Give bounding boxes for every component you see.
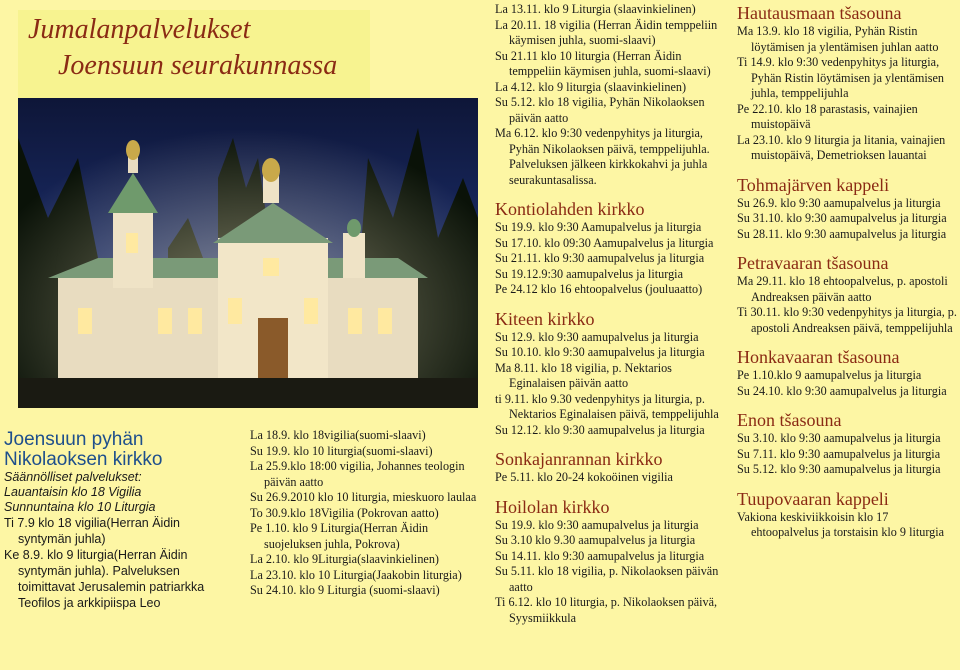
list-item: Pe 1.10. klo 9 Liturgia(Herran Äidin suojeluksen juhla, Pokrova) (250, 521, 429, 551)
list-item: Su 21.11. klo 9:30 aamupalvelus ja liturgia (495, 251, 705, 265)
list-item: Su 10.10. klo 9:30 aamupalvelus ja liturgia (495, 345, 705, 359)
section-title-petravaara: Petravaaran tšasouna (737, 253, 889, 273)
list-item: Su 5.12. klo 18 vigilia, Pyhän Nikolaoksen päivän aatto (495, 95, 705, 125)
list-item: Su 12.9. klo 9:30 aamupalvelus ja liturgia (495, 329, 699, 344)
schedule-column-4 (737, 2, 957, 541)
section-title-eno: Enon tšasouna (737, 410, 842, 430)
section-title-sonkajanranta: Sonkajanrannan kirkko (495, 449, 663, 469)
list-item: Ma 13.9. klo 18 vigilia, Pyhän Ristin löytämisen ja ylentämisen juhlan aatto (737, 24, 939, 54)
list-item: Su 21.11 klo 10 liturgia (Herran Äidin temppeliin käymisen juhla, suomi-slaavi) (495, 48, 711, 78)
list-item: Ma 6.12. klo 9:30 vedenpyhitys ja liturgia, Pyhän Nikolaoksen päivä, temppelijuhla. Palveluksen jälkeen kirkkokahvi ja juhla seurakuntasalissa. (495, 126, 710, 187)
list-item: Su 24.10. klo 9 Liturgia (suomi-slaavi) (250, 583, 440, 597)
church-name-line2: Nikolaoksen kirkko (4, 449, 163, 470)
list-item: Su 26.9. klo 9:30 aamupalvelus ja liturgia (737, 195, 941, 210)
schedule-column-2 (250, 428, 480, 599)
page-subtitle: Joensuun seurakunnassa (58, 50, 338, 81)
list-item: Pe 5.11. klo 20-24 kokoöinen vigilia (495, 470, 673, 484)
regular-services-sun: Sunnuntaina klo 10 Liturgia (4, 500, 156, 514)
list-item: Su 24.10. klo 9:30 aamupalvelus ja liturgia (737, 383, 947, 398)
list-item: Su 19.9. klo 9:30 Aamupalvelus ja liturgia (495, 220, 702, 234)
list-item: Ti 14.9. klo 9:30 vedenpyhitys ja liturgia, Pyhän Ristin löytämisen ja ylentämisen juhla, temppelijuhla (737, 55, 944, 100)
list-item: Ma 8.11. klo 18 vigilia, p. Nektarios Eginalaisen päivän aatto (495, 360, 672, 390)
list-item: Ke 8.9. klo 9 liturgia(Herran Äidin syntymän juhla). Palveluksen toimittavat Jerusalemin patriarkka Teofilos ja arkkipiispa Leo (4, 548, 205, 610)
section-title-tohmajarvi: Tohmajärven kappeli (737, 174, 890, 195)
list-item: Su 7.11. klo 9:30 aamupalvelus ja liturgia (737, 446, 941, 461)
church-photo (18, 98, 478, 408)
list-item: Ti 6.12. klo 10 liturgia, p. Nikolaoksen päivä, Syysmiikkula (495, 595, 718, 625)
section-title-kitee: Kiteen kirkko (495, 308, 595, 329)
list-item: Su 28.11. klo 9:30 aamupalvelus ja liturgia (737, 226, 947, 241)
list-item: Su 19.9. klo 9:30 aamupalvelus ja liturgia (495, 517, 699, 532)
list-item: Pe 1.10.klo 9 aamupalvelus ja liturgia (737, 368, 922, 382)
regular-services-title: Säännölliset palvelukset: (4, 470, 142, 484)
list-item: Vakiona keskiviikkoisin klo 17 ehtoopalvelus ja torstaisin klo 9 liturgia (737, 509, 945, 539)
list-item: La 2.10. klo 9Liturgia(slaavinkielinen) (250, 552, 439, 566)
list-item: Ti 7.9 klo 18 vigilia(Herran Äidin syntymän juhla) (4, 516, 181, 546)
list-item: Su 17.10. klo 09:30 Aamupalvelus ja liturgia (495, 235, 714, 250)
section-title-hautausmaa: Hautausmaan tšasouna (737, 3, 902, 23)
list-item: La 25.9.klo 18:00 vigilia, Johannes teologin päivän aatto (250, 459, 465, 489)
list-item: Ma 29.11. klo 18 ehtoopalvelus, p. apostoli Andreaksen päivän aatto (737, 274, 948, 304)
list-item: La 23.10. klo 9 liturgia ja litania, vainajien muistopäivä, Demetrioksen lauantai (737, 132, 946, 162)
church-name-line1: Joensuun pyhän (4, 429, 144, 450)
section-title-hoilola: Hoilolan kirkko (495, 496, 610, 517)
list-item: Su 19.9. klo 10 liturgia(suomi-slaavi) (250, 443, 433, 458)
list-item: Ti 30.11. klo 9:30 vedenpyhitys ja liturgia, p. apostoli Andreaksen päivä, temppelijuhla (737, 305, 957, 335)
list-item: La 20.11. 18 vigilia (Herran Äidin temppeliin käymisen juhla, suomi-slaavi) (495, 17, 718, 47)
church-info (4, 430, 236, 611)
list-item: Su 31.10. klo 9:30 aamupalvelus ja liturgia (737, 211, 947, 225)
list-item: Pe 24.12 klo 16 ehtoopalvelus (jouluaatto) (495, 282, 703, 296)
list-item: Su 12.12. klo 9:30 aamupalvelus ja liturgia (495, 422, 705, 437)
section-title-tuupovaara: Tuupovaaran kappeli (737, 488, 889, 509)
list-item: Pe 22.10. klo 18 parastasis, vainajien muistopäivä (737, 101, 918, 131)
list-item: Su 5.11. klo 18 vigilia, p. Nikolaoksen päivän aatto (495, 564, 719, 594)
list-item: Su 14.11. klo 9:30 aamupalvelus ja liturgia (495, 548, 705, 563)
page-title: Jumalanpalvelukset (28, 14, 251, 45)
list-item: Su 3.10. klo 9:30 aamupalvelus ja liturgia (737, 431, 941, 445)
list-item: La 13.11. klo 9 Liturgia (slaavinkielinen) (495, 2, 696, 16)
list-item: Su 3.10 klo 9.30 aamupalvelus ja liturgia (495, 533, 696, 547)
section-title-kontiolahti: Kontiolahden kirkko (495, 199, 645, 219)
list-item: To 30.9.klo 18Vigilia (Pokrovan aatto) (250, 505, 439, 520)
title-banner (18, 10, 370, 98)
section-title-honkavaara: Honkavaaran tšasouna (737, 347, 900, 367)
list-item: La 18.9. klo 18vigilia(suomi-slaavi) (250, 428, 426, 442)
list-item: Su 19.12.9:30 aamupalvelus ja liturgia (495, 266, 683, 281)
list-item: ti 9.11. klo 9.30 vedenpyhitys ja liturgia, p. Nektarios Eginalaisen päivä, temppelijuhla (495, 391, 719, 421)
schedule-column-3 (495, 2, 727, 626)
list-item: Su 26.9.2010 klo 10 liturgia, mieskuoro laulaa (250, 490, 477, 504)
list-item: La 23.10. klo 10 Liturgia(Jaakobin liturgia) (250, 567, 462, 582)
list-item: La 4.12. klo 9 liturgia (slaavinkielinen) (495, 79, 687, 94)
list-item: Su 5.12. klo 9:30 aamupalvelus ja liturgia (737, 462, 941, 476)
regular-services-sat: Lauantaisin klo 18 Vigilia (4, 485, 142, 499)
